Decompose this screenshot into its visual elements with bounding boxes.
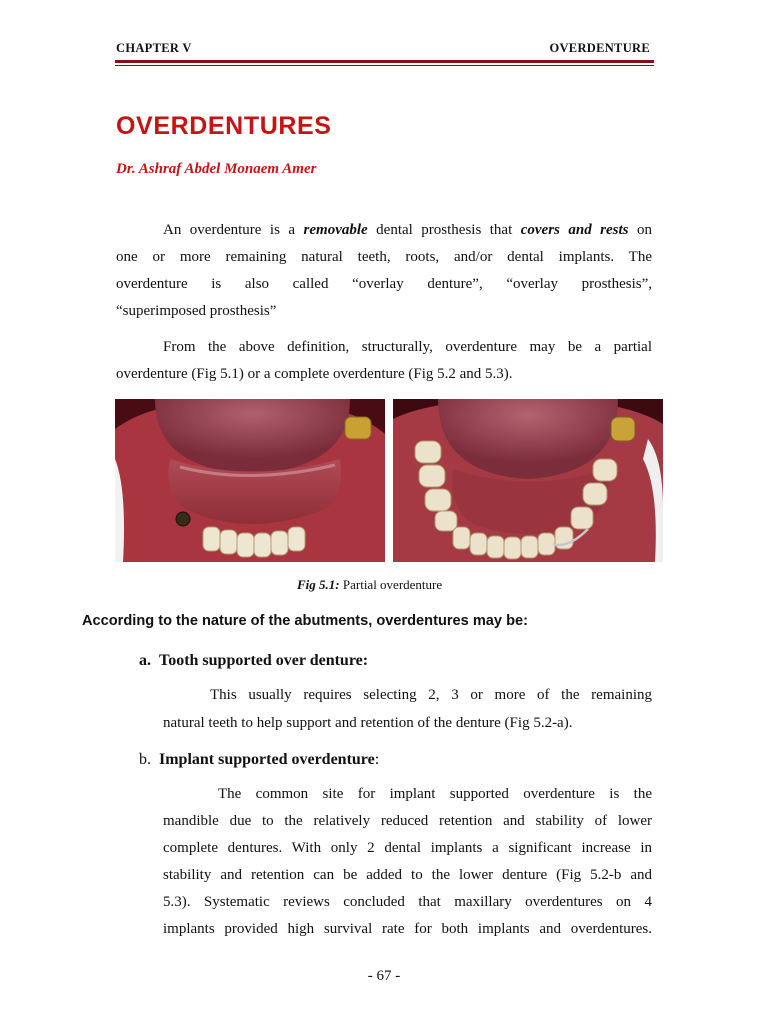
- definition-line-1: From the above definition, structurally, overdenture may be a partial: [163, 339, 652, 355]
- item-b-line-2: mandible due to the relatively reduced retention and stability of lower: [163, 813, 652, 829]
- intro-line-2: one or more remaining natural teeth, roots, and/or dental implants. The: [116, 249, 652, 265]
- author-name: Dr. Ashraf Abdel Monaem Amer: [116, 161, 317, 177]
- section-heading: According to the nature of the abutments, overdentures may be:: [82, 613, 528, 629]
- item-b-line-4: stability and retention can be added to the lower denture (Fig 5.2-b and: [163, 867, 652, 883]
- item-a-line-1: This usually requires selecting 2, 3 or more of the remaining: [210, 687, 652, 703]
- running-header-chapter: CHAPTER V: [116, 41, 192, 55]
- page-title: OVERDENTURES: [116, 112, 332, 140]
- intro-line-3: overdenture is also called “overlay denture”, “overlay prosthesis”,: [116, 276, 652, 292]
- item-a-line-2: natural teeth to help support and retention of the denture (Fig 5.2-a).: [163, 715, 573, 731]
- intro-line-4: “superimposed prosthesis”: [116, 303, 277, 319]
- partial-overdenture-photo-right: [393, 399, 663, 562]
- item-b-line-6: implants provided high survival rate for both implants and overdentures.: [163, 921, 652, 937]
- definition-line-2: overdenture (Fig 5.1) or a complete overdenture (Fig 5.2 and 5.3).: [116, 366, 513, 382]
- item-b-line-5: 5.3). Systematic reviews concluded that maxillary overdentures on 4: [163, 894, 652, 910]
- intro-line-1: An overdenture is a removable dental prosthesis that covers and rests on: [163, 222, 652, 238]
- page-number: - 67 -: [367, 968, 401, 984]
- header-rule-thick: [115, 60, 654, 63]
- header-rule-thin: [115, 65, 654, 66]
- partial-overdenture-photo-left: [115, 399, 385, 562]
- running-header-topic: OVERDENTURE: [549, 41, 650, 55]
- list-item-b-heading: b. Implant supported overdenture:: [139, 751, 380, 768]
- item-b-line-3: complete dentures. With only 2 dental implants a significant increase in: [163, 840, 652, 856]
- figure-caption: Fig 5.1: Partial overdenture: [297, 577, 443, 592]
- item-b-line-1: The common site for implant supported overdenture is the: [218, 786, 652, 802]
- list-item-a-heading: a. Tooth supported over denture:: [139, 652, 369, 669]
